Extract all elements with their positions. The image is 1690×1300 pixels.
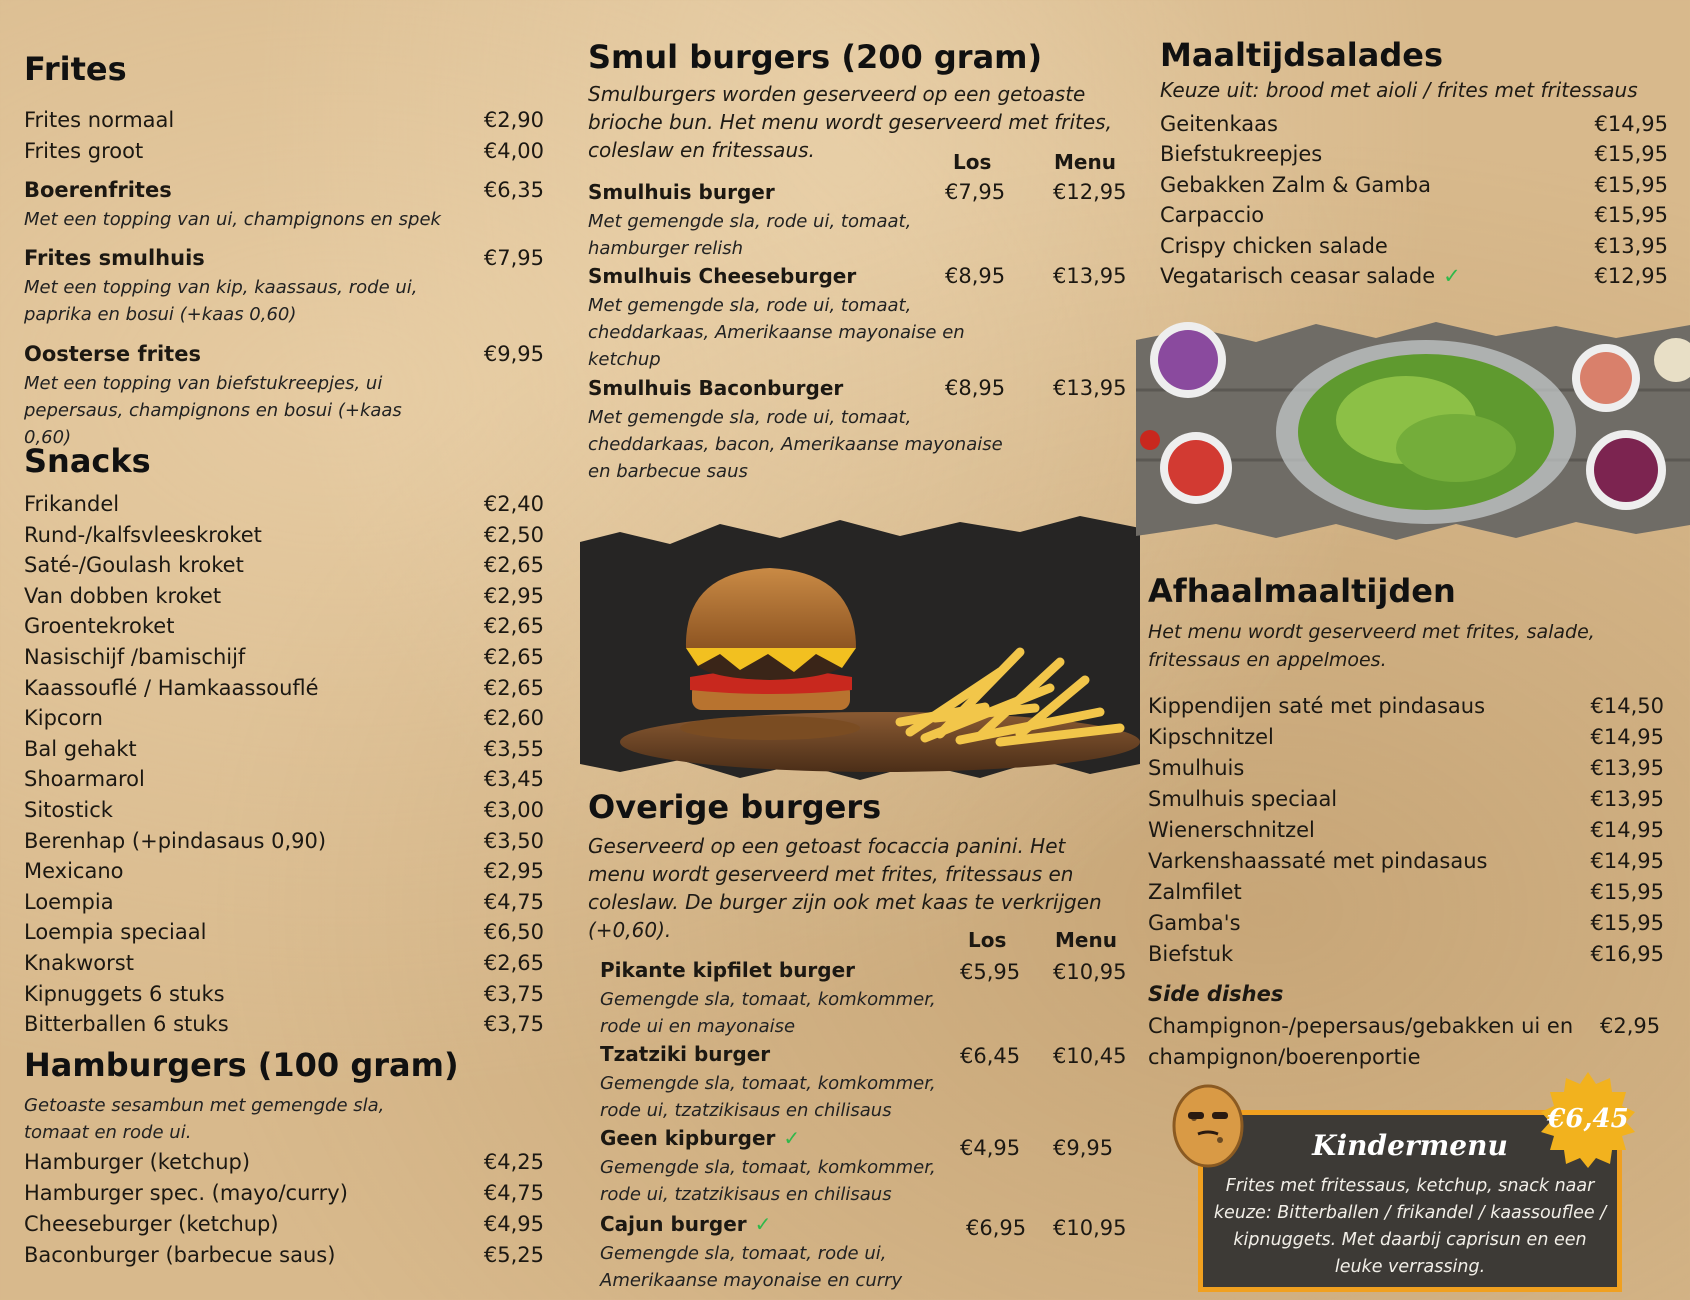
item-name: Mexicano [24, 859, 124, 884]
item-name: Kippendijen saté met pindasaus [1148, 694, 1486, 718]
burger-price-los: €5,95 [960, 960, 1021, 984]
overige-intro: Geserveerd op een getoast focaccia panini. Het menu wordt geserveerd met frites, fritessaus en coleslaw. De burger zijn ook met kaas te verkrijgen (+0,60). [588, 834, 1102, 942]
salades-intro: Keuze uit: brood met aioli / frites met fritessaus [1160, 78, 1638, 102]
item-price: €2,90 [483, 108, 544, 132]
item-name-wrap [1160, 173, 1431, 197]
item-price: €14,50 [1590, 694, 1664, 718]
afhaal-title: Afhaalmaaltijden [1148, 572, 1456, 610]
item-price: €2,95 [483, 859, 544, 884]
item-price: €15,95 [1594, 142, 1668, 167]
item-name: Groentekroket [24, 614, 175, 639]
item-name-wrap [1160, 142, 1322, 166]
item-price: €14,95 [1594, 112, 1668, 136]
item-name: Shoarmarol [24, 767, 145, 792]
item-name: Baconburger (barbecue saus) [24, 1243, 336, 1267]
item-price: €3,75 [483, 1012, 544, 1037]
item-price: €14,95 [1590, 725, 1664, 749]
item-description: Met een topping van ui, champignons en spek [24, 209, 441, 230]
burger-fries-photo [580, 502, 1140, 784]
item-name: Frikandel [24, 492, 120, 516]
salades-column [1148, 0, 1668, 1300]
burger-name: Cajun burger [600, 1212, 747, 1236]
item-name: Smulhuis speciaal [1148, 787, 1338, 811]
item-name: Cheeseburger (ketchup) [24, 1212, 279, 1236]
vegetarian-check-icon: ✓ [754, 1212, 772, 1236]
item-name: Gamba's [1148, 911, 1241, 935]
item-price: €15,95 [1594, 172, 1668, 197]
item-price: €14,95 [1590, 818, 1664, 842]
item-name-wrap [1160, 264, 1461, 288]
item-price: €13,95 [1594, 233, 1668, 258]
hamburgers-intro: Getoaste sesambun met gemengde sla, tomaat en rode ui. [24, 1095, 385, 1143]
item-name: Wienerschnitzel [1148, 818, 1315, 842]
burger-price-los: €4,95 [960, 1136, 1021, 1160]
kindermenu-price-badge [1538, 1070, 1638, 1170]
item-price: €13,95 [1590, 756, 1664, 780]
item-name: Rund-/kalfsvleeskroket [24, 522, 262, 547]
item-price: €2,65 [483, 675, 544, 700]
item-price: €6,50 [483, 920, 544, 945]
burger-description: Met gemengde sla, rode ui, tomaat, cheddarkaas, bacon, Amerikaanse mayonaise en barbecue saus [588, 407, 1003, 482]
kindermenu-price: €6,45 [1547, 1104, 1629, 1134]
side-dishes-title: Side dishes [1148, 982, 1284, 1006]
burger-description: Met gemengde sla, rode ui, tomaat, hamburger relish [588, 211, 912, 259]
item-name: Berenhap (+pindasaus 0,90) [24, 828, 327, 853]
overige-los-header: Los [968, 928, 1007, 952]
side-dishes-line1: Champignon-/pepersaus/gebakken ui en [1148, 1014, 1574, 1038]
item-price: €5,25 [483, 1243, 544, 1267]
burger-price-menu: €12,95 [1053, 180, 1127, 204]
burger-name: Smulhuis burger [588, 180, 775, 204]
burgers-column [588, 0, 1127, 1300]
item-price: €3,00 [483, 798, 544, 822]
burger-price-los: €7,95 [945, 180, 1006, 204]
burger-price-menu: €13,95 [1053, 376, 1127, 400]
side-dishes-line2: champignon/boerenportie [1148, 1045, 1421, 1069]
item-price: €2,40 [483, 492, 544, 516]
item-price: €15,95 [1590, 911, 1664, 935]
burger-description: Gemengde sla, tomaat, komkommer, rode ui en mayonaise [600, 989, 936, 1037]
item-name: Gebakken Zalm & Gamba [1160, 172, 1431, 197]
item-name: Hamburger (ketchup) [24, 1150, 251, 1174]
item-name: Kipnuggets 6 stuks [24, 981, 225, 1006]
item-price: €6,35 [483, 178, 544, 202]
item-price: €2,50 [483, 522, 544, 547]
burger-name: Smulhuis Baconburger [588, 376, 844, 400]
afhaal-intro: Het menu wordt geserveerd met frites, salade, fritessaus en appelmoes. [1148, 621, 1595, 671]
salad-photo [1136, 320, 1690, 544]
item-name: Biefstuk [1148, 942, 1234, 966]
frites-title: Frites [24, 50, 127, 88]
item-price: €15,95 [1590, 880, 1664, 904]
item-name-wrap [1160, 112, 1278, 136]
item-price: €2,65 [483, 645, 544, 669]
smul-intro: Smulburgers worden geserveerd op een getoaste brioche bun. Het menu wordt geserveerd met frites, coleslaw en fritessaus. [588, 82, 1112, 162]
burger-name-wrap [600, 1212, 771, 1236]
item-name: Carpaccio [1160, 203, 1265, 228]
vegetarian-check-icon: ✓ [783, 1126, 801, 1150]
item-price: €9,95 [483, 342, 544, 366]
item-price: €3,45 [483, 767, 544, 792]
burger-name: Pikante kipfilet burger [600, 958, 856, 982]
kindermenu-title: Kindermenu [1312, 1129, 1508, 1162]
item-price: €3,75 [483, 981, 544, 1006]
item-name: Loempia speciaal [24, 920, 207, 945]
burger-description: Gemengde sla, tomaat, rode ui, Amerikaanse mayonaise en curry [600, 1243, 903, 1291]
item-price: €3,50 [483, 828, 544, 853]
item-name: Nasischijf /bamischijf [24, 645, 246, 669]
item-price: €2,65 [483, 951, 544, 975]
item-name: Hamburger spec. (mayo/curry) [24, 1181, 348, 1205]
burger-price-menu: €13,95 [1053, 264, 1127, 288]
item-price: €7,95 [483, 246, 544, 270]
item-price: €4,00 [483, 139, 544, 163]
item-name: Zalmfilet [1148, 880, 1242, 904]
kindermenu-text: Frites met fritessaus, ketchup, snack naar keuze: Bitterballen / frikandel / kaassouflee / kipnuggets. Met daarbij caprisun en een leuke verrassing. [1213, 1176, 1607, 1277]
item-name: Vegatarisch ceasar salade [1160, 264, 1436, 288]
overige-title: Overige burgers [588, 788, 882, 826]
item-name: Saté-/Goulash kroket [24, 553, 244, 578]
item-name: Kaassouflé / Hamkaassouflé [24, 675, 319, 700]
item-price: €4,25 [483, 1150, 544, 1174]
item-name: Smulhuis [1148, 756, 1245, 780]
item-name: Van dobben kroket [24, 583, 222, 608]
item-name: Bal gehakt [24, 736, 137, 761]
item-name: Crispy chicken salade [1160, 233, 1388, 258]
item-name: Biefstukreepjes [1160, 142, 1323, 167]
burger-description: Gemengde sla, tomaat, komkommer, rode ui, tzatzikisaus en chilisaus [600, 1157, 936, 1205]
burger-price-menu: €10,45 [1053, 1044, 1127, 1068]
item-name-wrap [1160, 203, 1264, 227]
item-name: Geitenkaas [1160, 112, 1278, 136]
item-price: €16,95 [1590, 942, 1664, 966]
burger-name-wrap [600, 1126, 800, 1150]
item-name-wrap [1160, 234, 1388, 258]
burger-price-menu: €10,95 [1053, 960, 1127, 984]
item-name: Oosterse frites [24, 342, 201, 366]
overige-menu-header: Menu [1055, 928, 1117, 952]
item-name: Boerenfrites [24, 178, 172, 202]
item-name: Bitterballen 6 stuks [24, 1012, 229, 1037]
vegetarian-check-icon: ✓ [1443, 264, 1461, 288]
item-price: €2,65 [483, 553, 544, 578]
item-price: €13,95 [1590, 787, 1664, 811]
hamburgers-title: Hamburgers (100 gram) [24, 1046, 459, 1084]
item-price: €14,95 [1590, 849, 1664, 873]
item-name: Knakworst [24, 951, 134, 975]
item-name: Frites smulhuis [24, 246, 205, 270]
burger-name-wrap [600, 1042, 770, 1066]
smul-title: Smul burgers (200 gram) [588, 38, 1043, 76]
item-price: €2,60 [483, 706, 544, 731]
item-price: €12,95 [1594, 264, 1668, 288]
frites-column [24, 0, 544, 1300]
burger-price-menu: €10,95 [1053, 1216, 1127, 1240]
burger-description: Met gemengde sla, rode ui, tomaat, cheddarkaas, Amerikaanse mayonaise en ketchup [588, 295, 965, 370]
salades-title: Maaltijdsalades [1160, 36, 1443, 74]
burger-price-los: €6,45 [960, 1044, 1021, 1068]
item-price: €3,55 [483, 736, 544, 761]
item-name: Sitostick [24, 798, 113, 822]
burger-description: Gemengde sla, tomaat, komkommer, rode ui, tzatzikisaus en chilisaus [600, 1073, 936, 1121]
burger-name-wrap [600, 958, 855, 982]
potato-mascot-icon [1168, 1082, 1248, 1176]
burger-name: Smulhuis Cheeseburger [588, 264, 857, 288]
item-price: €4,75 [483, 889, 544, 914]
burger-name: Geen kipburger [600, 1126, 776, 1150]
item-name: Loempia [24, 889, 114, 914]
burger-price-menu: €9,95 [1053, 1136, 1114, 1160]
snacks-title: Snacks [24, 442, 151, 480]
burger-price-los: €8,95 [945, 376, 1006, 400]
item-name: Kipcorn [24, 706, 103, 731]
item-name: Frites groot [24, 139, 144, 163]
burger-name: Tzatziki burger [600, 1042, 771, 1066]
item-price: €2,65 [483, 614, 544, 639]
item-description: Met een topping van kip, kaassaus, rode ui, paprika en bosui (+kaas 0,60) [24, 277, 418, 325]
burger-price-los: €8,95 [945, 264, 1006, 288]
side-dishes-price: €2,95 [1600, 1014, 1661, 1038]
item-price: €2,95 [483, 583, 544, 608]
smul-menu-header: Menu [1054, 150, 1116, 174]
item-price: €4,75 [483, 1181, 544, 1205]
item-price: €15,95 [1594, 203, 1668, 228]
burger-price-los: €6,95 [966, 1216, 1027, 1240]
item-price: €4,95 [483, 1212, 544, 1236]
item-name: Varkenshaassaté met pindasaus [1148, 849, 1488, 873]
smul-los-header: Los [953, 150, 992, 174]
item-description: Met een topping van biefstukreepjes, ui pepersaus, champignons en bosui (+kaas 0,60) [24, 373, 402, 448]
item-name: Frites normaal [24, 108, 175, 132]
item-name: Kipschnitzel [1148, 725, 1274, 749]
